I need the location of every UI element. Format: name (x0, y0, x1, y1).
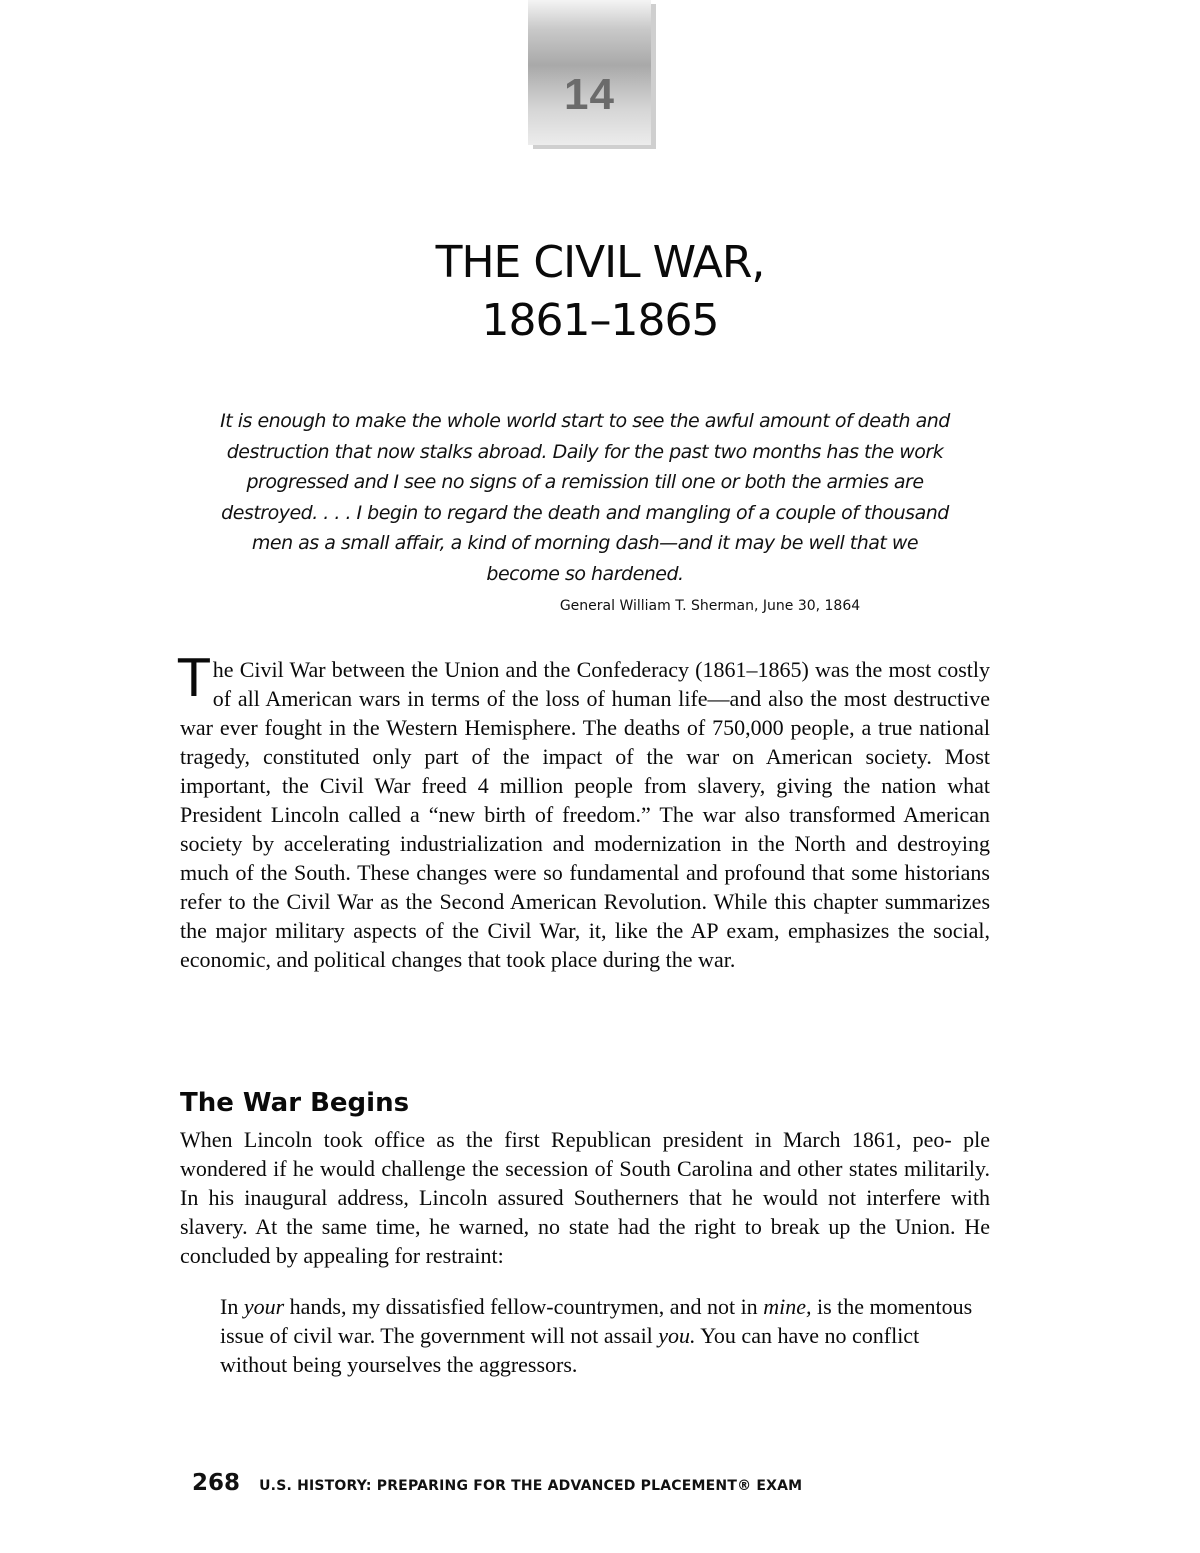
chapter-title-line-1: THE CIVIL WAR, (435, 237, 765, 288)
chapter-number: 14 (564, 70, 615, 119)
intro-paragraph-text: he Civil War between the Union and the Confederacy (1861–1865) was the most costly of all American wars in terms of the loss of human life—and also the most destructive war ever fought in the Western Hemisphere. The deaths of 750,000 people, a true national tragedy, constituted only part of the impact of the war on American society. Most important, the Civil War freed 4 million people from slavery, giving the nation what President Lincoln called a “new birth of freedom.” The war also transformed American society by accelerating industrialization and modernization in the North and destroying much of the South. These changes were so fundamental and profound that some historians refer to the Civil War as the Second American Revolution. While this chapter summarizes the major military aspects of the Civil War, it, like the AP exam, emphasizes the social, economic, and political changes that took place during the war. (180, 657, 990, 972)
page-footer (192, 1470, 802, 1496)
epigraph-attribution: General William T. Sherman, June 30, 1864 (559, 598, 861, 614)
quote-text-4: You can have no conflict without being yourselves the aggressors. (220, 1323, 920, 1377)
chapter-tab (528, 0, 651, 145)
chapter-title (300, 234, 900, 350)
running-title: U.S. HISTORY: PREPARING FOR THE ADVANCED PLACEMENT® EXAM (259, 1478, 803, 1494)
quote-emphasis-you: you. (658, 1323, 696, 1348)
chapter-title-line-2: 1861–1865 (481, 295, 719, 346)
quote-emphasis-mine: mine, (763, 1294, 812, 1319)
page-number: 268 (192, 1470, 241, 1496)
block-quote (220, 1292, 980, 1379)
intro-section (178, 649, 990, 974)
drop-cap: T (178, 649, 210, 709)
quote-text-1: In (220, 1294, 244, 1319)
section-heading: The War Begins (180, 1088, 410, 1118)
section-paragraph: When Lincoln took office as the first Republican president in March 1861, peo- ple wondered if he would challenge the secession of South Carolina and other states militarily. In his inaugural address, Lincoln assured Southerners that he would not interfere with slavery. At the same time, he warned, no state had the right to break up the Union. He concluded by appealing for restraint: (180, 1127, 990, 1268)
quote-text-2: hands, my dissatisfied fellow-countrymen, and not in (284, 1294, 764, 1319)
quote-emphasis-your: your (243, 1294, 285, 1319)
quote-text-3: is the momentous issue of civil war. The government will not assail (220, 1294, 973, 1348)
intro-paragraph (178, 649, 990, 974)
epigraph-quote: It is enough to make the whole world start to see the awful amount of death and destruction that now stalks abroad. Daily for the past two months has the work progressed and I see no signs of a remission till one or both the armies are destroyed. . . . I begin to regard the death and mangling of a couple of thousand men as a small affair, a kind of morning dash—and it may be well that we become so hardened. (220, 410, 950, 585)
